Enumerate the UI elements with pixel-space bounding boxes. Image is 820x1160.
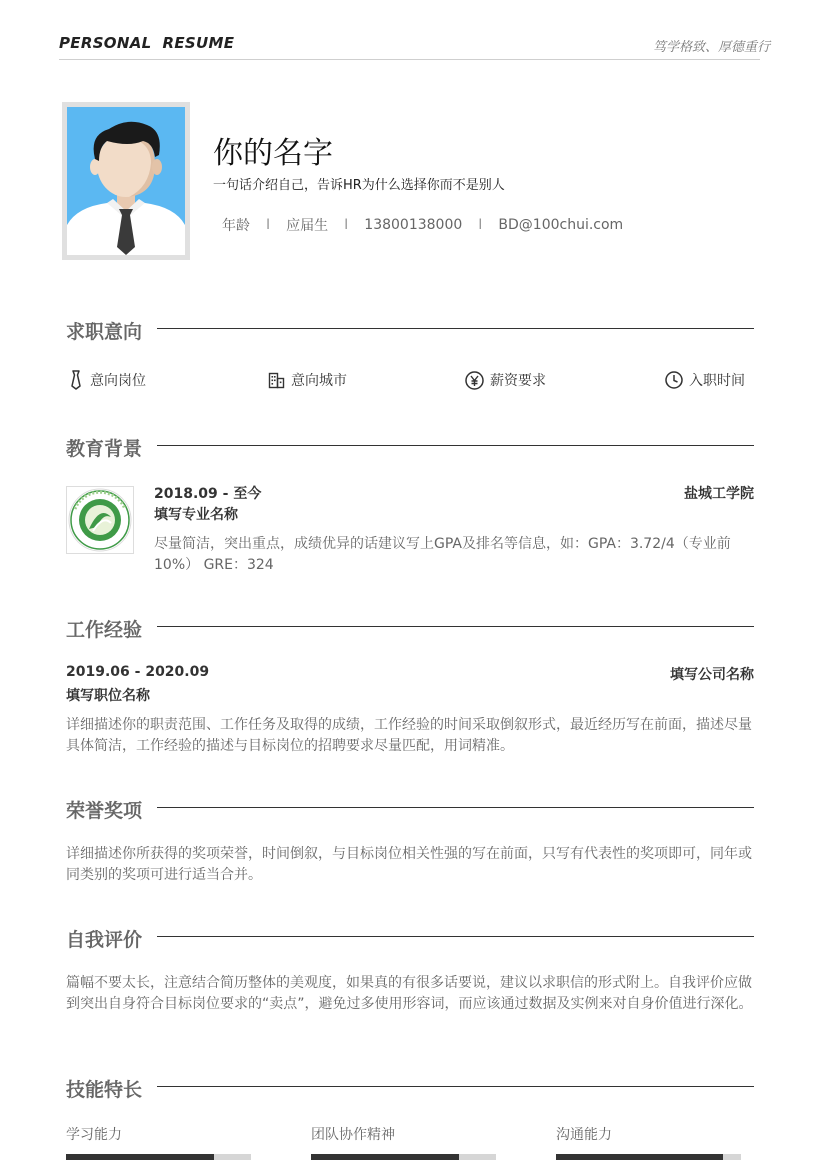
skill-bar-fill bbox=[311, 1154, 459, 1160]
building-icon bbox=[268, 372, 285, 389]
skill-bar-fill bbox=[556, 1154, 723, 1160]
section-title-intent: 求职意向 bbox=[66, 321, 143, 343]
avatar bbox=[67, 107, 185, 255]
intent-label: 入职时间 bbox=[689, 373, 745, 389]
work-date: 2019.06 - 2020.09 bbox=[66, 664, 210, 680]
status-field: 应届生 bbox=[286, 218, 329, 234]
section-divider bbox=[157, 936, 754, 937]
education-major: 填写专业名称 bbox=[154, 507, 238, 523]
section-divider bbox=[157, 807, 754, 808]
header-motto: 笃学格致、厚德重行 bbox=[652, 40, 770, 55]
section-title-honors: 荣誉奖项 bbox=[66, 800, 143, 822]
section-title-skills: 技能特长 bbox=[66, 1079, 143, 1101]
header-divider bbox=[59, 59, 760, 60]
age-field: 年龄 bbox=[222, 218, 250, 234]
education-description: 尽量简洁，突出重点，成绩优异的话建议写上GPA及排名等信息，如：GPA：3.72/4（专业前10%） GRE：324 bbox=[154, 536, 731, 573]
self-evaluation-description: 篇幅不要太长，注意结合简历整体的美观度，如果真的有很多话要说，建议以求职信的形式附上。自我评价应做到突出自身符合目标岗位要求的“卖点”，避免过多使用形容词，而应该通过数据及实例来对自身价值进行深化。 bbox=[66, 975, 753, 1012]
section-divider bbox=[157, 445, 754, 446]
skill-bar-fill bbox=[66, 1154, 214, 1160]
work-description: 详细描述你的职责范围、工作任务及取得的成绩，工作经验的时间采取倒叙形式，最近经历写在前面，描述尽量具体简洁，工作经验的描述与目标岗位的招聘要求尽量匹配，用词精准。 bbox=[66, 717, 752, 754]
resume-header-title: PERSONAL RESUME bbox=[59, 34, 235, 52]
yen-icon bbox=[465, 371, 484, 390]
section-divider bbox=[157, 328, 754, 329]
phone-field: 13800138000 bbox=[364, 217, 463, 233]
clock-icon bbox=[665, 371, 683, 389]
intent-position bbox=[68, 370, 146, 390]
section-divider bbox=[157, 626, 754, 627]
education-school: 盐城工学院 bbox=[684, 486, 754, 502]
school-logo bbox=[66, 486, 134, 554]
skill-bar bbox=[66, 1154, 251, 1160]
email-field: BD@100chui.com bbox=[498, 217, 624, 233]
intent-start-time bbox=[665, 370, 745, 390]
info-separator: I bbox=[478, 217, 483, 233]
work-position: 填写职位名称 bbox=[66, 688, 150, 704]
skill-label: 学习能力 bbox=[66, 1127, 122, 1143]
school-emblem-icon bbox=[67, 487, 133, 553]
honors-description: 详细描述你所获得的奖项荣誉，时间倒叙，与目标岗位相关性强的写在前面，只写有代表性的奖项即可，同年或同类别的奖项可进行适当合并。 bbox=[66, 846, 752, 883]
skill-bar bbox=[311, 1154, 496, 1160]
education-date: 2018.09 - 至今 bbox=[154, 486, 262, 502]
skill-bar bbox=[556, 1154, 741, 1160]
skill-label: 沟通能力 bbox=[556, 1127, 612, 1143]
contact-info-row bbox=[222, 215, 623, 235]
person-illustration-icon bbox=[67, 107, 185, 255]
section-title-education: 教育背景 bbox=[66, 438, 143, 460]
intent-label: 意向城市 bbox=[291, 373, 347, 389]
info-separator: I bbox=[344, 217, 349, 233]
section-divider bbox=[157, 1086, 754, 1087]
candidate-tagline: 一句话介绍自己，告诉HR为什么选择你而不是别人 bbox=[213, 178, 505, 193]
skill-label: 团队协作精神 bbox=[311, 1127, 395, 1143]
candidate-name: 你的名字 bbox=[213, 136, 333, 171]
info-separator: I bbox=[266, 217, 271, 233]
intent-label: 薪资要求 bbox=[490, 373, 546, 389]
section-title-self-evaluation: 自我评价 bbox=[66, 929, 143, 951]
work-company: 填写公司名称 bbox=[670, 667, 754, 683]
intent-salary bbox=[465, 370, 546, 390]
intent-city bbox=[268, 370, 347, 390]
section-title-work: 工作经验 bbox=[66, 619, 143, 641]
intent-label: 意向岗位 bbox=[90, 373, 146, 389]
tie-icon bbox=[68, 370, 84, 390]
